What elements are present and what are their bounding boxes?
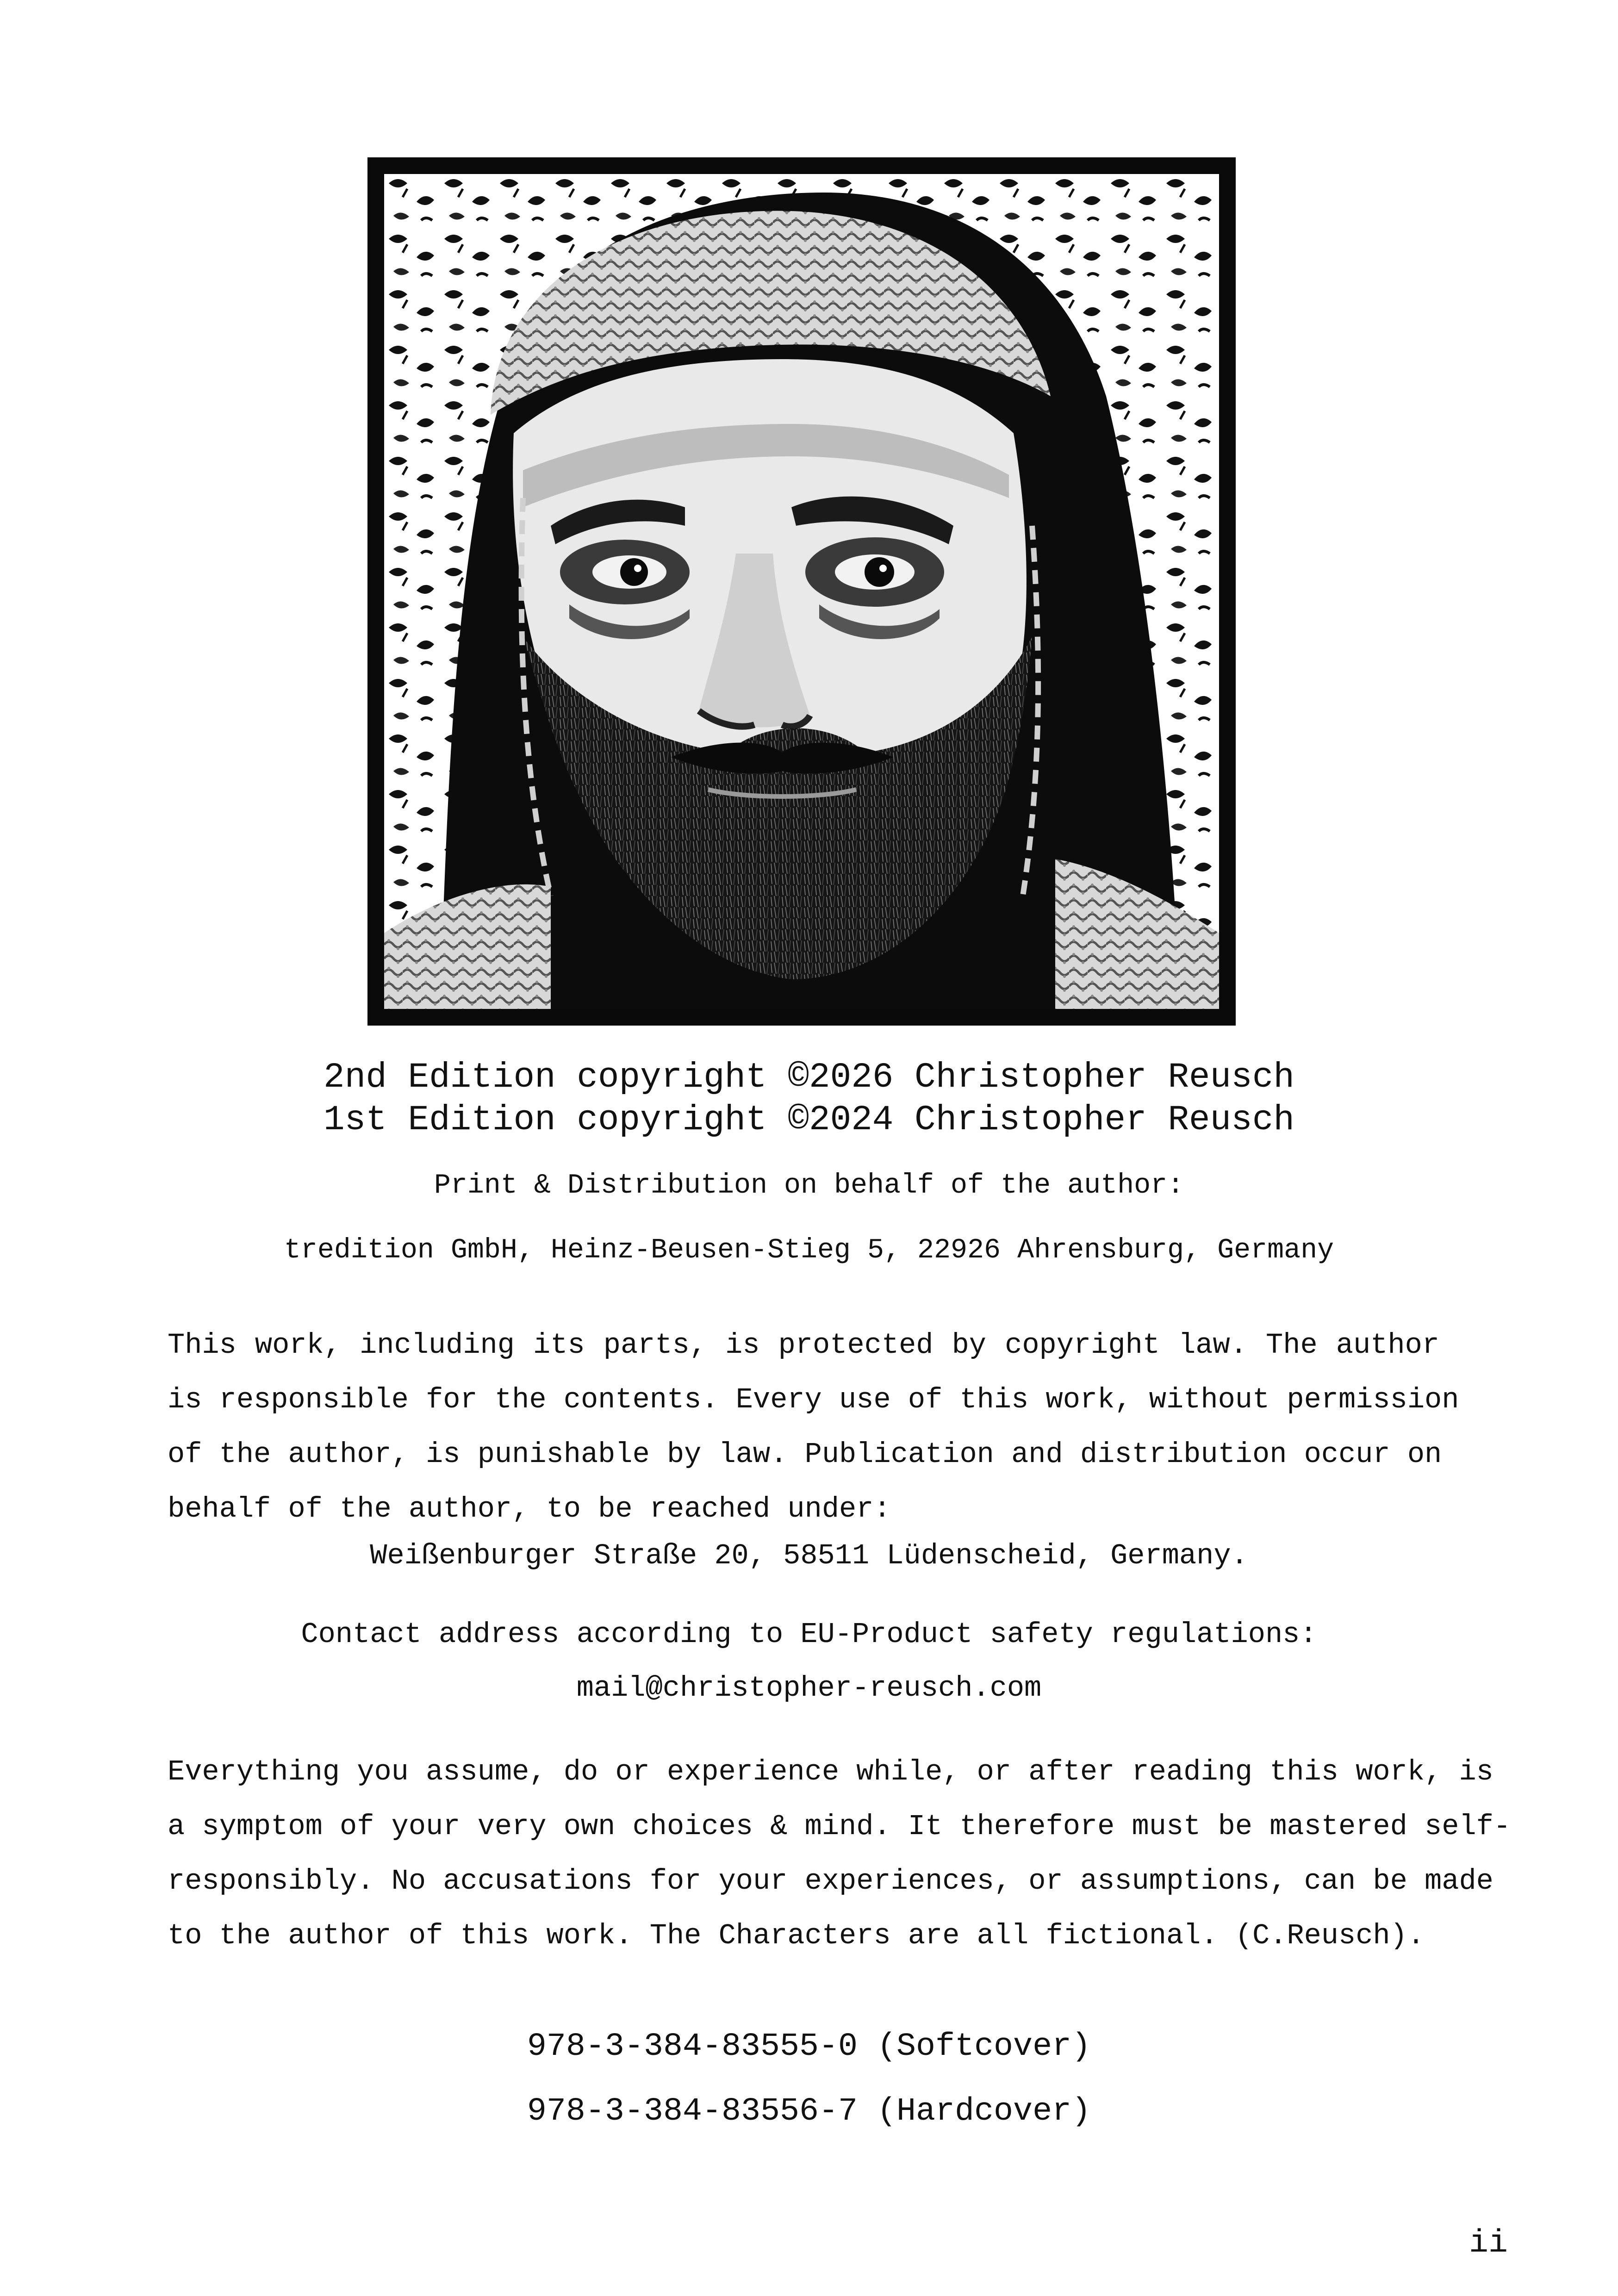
contact-email[interactable]: mail@christopher-reusch.com: [576, 1672, 1042, 1705]
second-edition-copyright: 2nd Edition copyright ©2026 Christopher Reusch: [324, 1058, 1294, 1097]
isbn-softcover: 978-3-384-83555-0 (Softcover): [527, 2028, 1091, 2065]
disclaimer-line: Everything you assume, do or experience while, or after reading this work, is: [168, 1755, 1494, 1788]
first-edition-copyright: 1st Edition copyright ©2024 Christopher Reusch: [324, 1100, 1294, 1140]
disclaimer-line: responsibly. No accusations for your experiences, or assumptions, can be made: [168, 1865, 1494, 1898]
page-number: ii: [1469, 2225, 1508, 2262]
copyright-notice: [168, 1318, 1459, 1537]
copyright-notice-line: of the author, is punishable by law. Publication and distribution occur on: [168, 1438, 1442, 1471]
publisher-address: tredition GmbH, Heinz-Beusen-Stieg 5, 22926 Ahrensburg, Germany: [284, 1235, 1334, 1266]
author-portrait-image: [384, 174, 1219, 1009]
disclaimer: [168, 1745, 1511, 1963]
author-portrait-photo: [367, 157, 1236, 1026]
disclaimer-line: to the author of this work. The Characters are all fictional. (C.Reusch).: [168, 1919, 1425, 1952]
copyright-notice-line: behalf of the author, to be reached under:: [168, 1493, 891, 1525]
disclaimer-line: a symptom of your very own choices & mind. It therefore must be mastered self-: [168, 1810, 1511, 1843]
copyright-notice-line: is responsible for the contents. Every use of this work, without permission: [168, 1383, 1459, 1416]
isbn-hardcover: 978-3-384-83556-7 (Hardcover): [527, 2093, 1091, 2130]
contact-heading: Contact address according to EU-Product safety regulations:: [301, 1618, 1317, 1651]
copyright-notice-line: This work, including its parts, is protected by copyright law. The author: [168, 1329, 1439, 1362]
author-address: Weißenburger Straße 20, 58511 Lüdenscheid, Germany.: [370, 1539, 1248, 1572]
distribution-heading: Print & Distribution on behalf of the author:: [434, 1170, 1184, 1201]
